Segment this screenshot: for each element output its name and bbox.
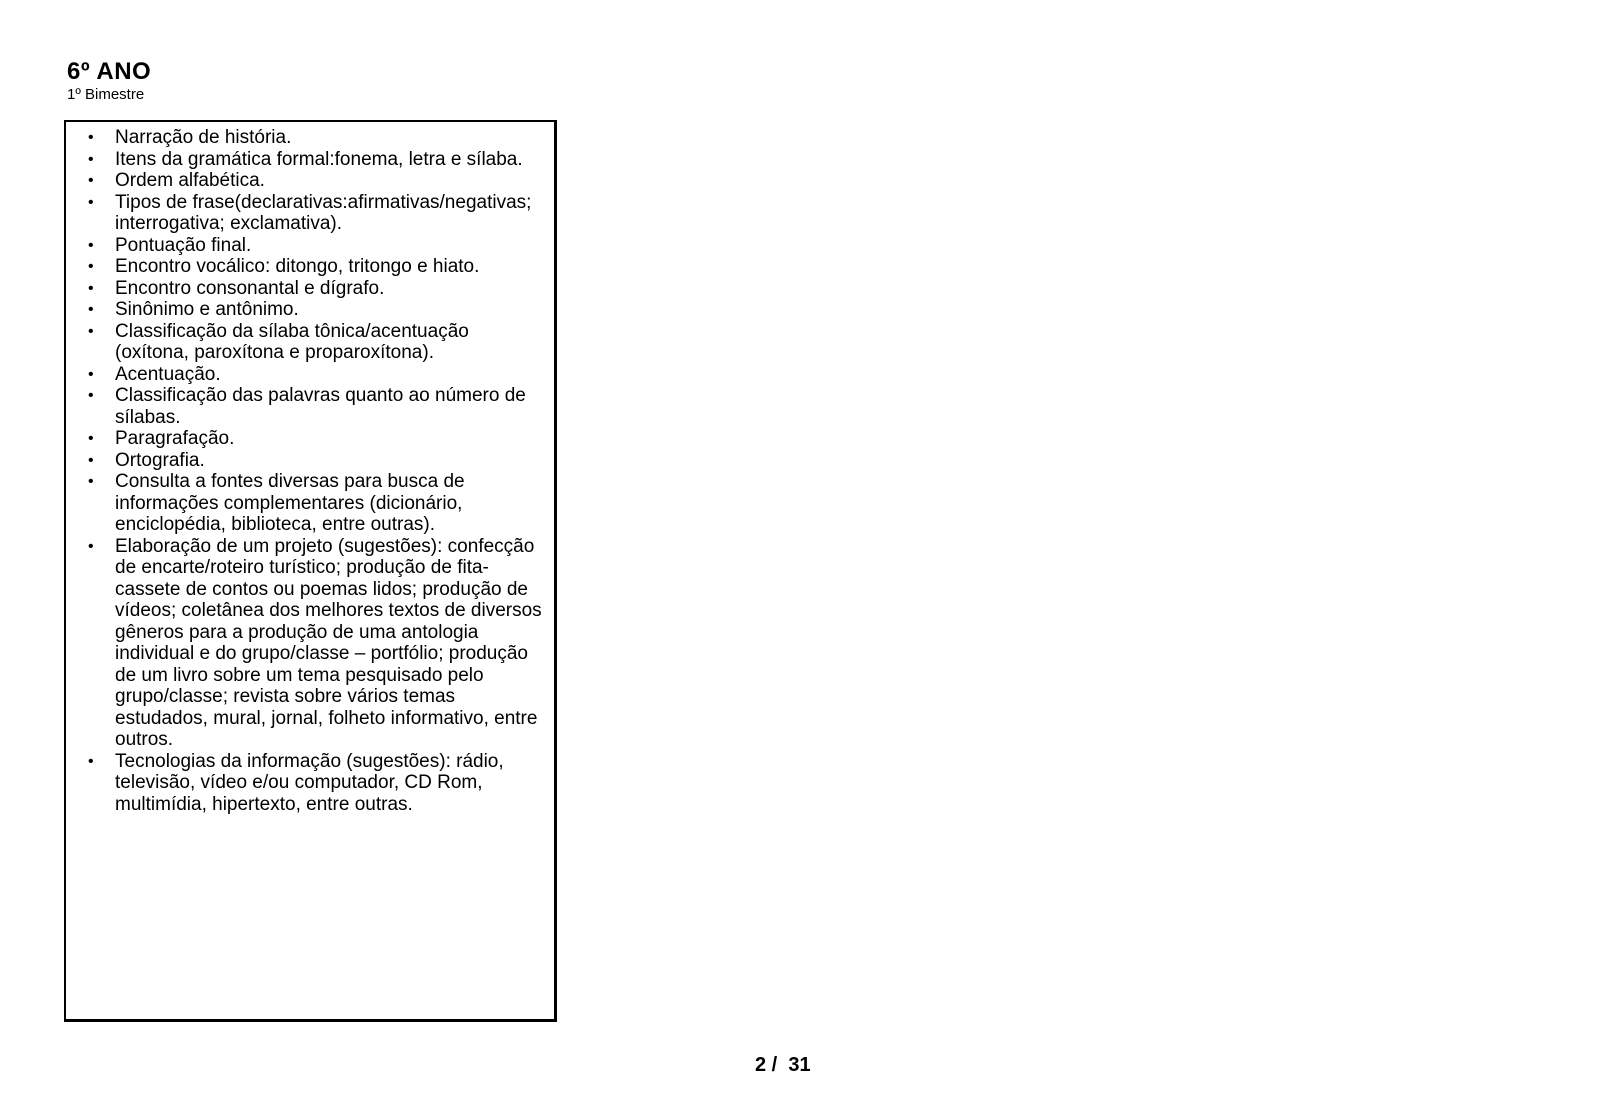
list-item (66, 471, 554, 536)
list-item (66, 428, 554, 450)
page-number: 2 / 31 (755, 1054, 811, 1076)
list-item-text: Tecnologias da informação (sugestões): rádio, televisão, vídeo e/ou computador, CD Rom, multimídia, hipertexto, entre outras. (115, 750, 504, 815)
list-item-text: Narração de história. (115, 127, 292, 148)
list-item (66, 751, 554, 816)
bullet-icon: • (88, 258, 94, 275)
bullet-icon: • (88, 129, 94, 146)
bullet-icon: • (88, 172, 94, 189)
bullet-icon: • (88, 193, 94, 211)
list-item-text: Sinônimo e antônimo. (115, 299, 299, 320)
list-item (66, 364, 554, 386)
list-item-text: Itens da gramática formal:fonema, letra e sílaba. (115, 148, 523, 170)
list-item-text: Consulta a fontes diversas para busca de informações complementares (dicionário, enciclopédia, biblioteca, entre outras). (115, 471, 465, 535)
list-item (66, 256, 554, 278)
content-box (64, 120, 557, 1022)
list-item-text: Paragrafação. (115, 428, 235, 449)
list-item (66, 127, 554, 149)
bullet-icon: • (88, 451, 94, 469)
list-item (66, 192, 554, 235)
bullet-icon: • (88, 430, 94, 447)
list-item (66, 278, 554, 300)
bullet-icon: • (88, 473, 94, 490)
list-item (66, 149, 554, 171)
list-item (66, 235, 554, 257)
bullet-icon: • (88, 301, 94, 318)
list-item (66, 321, 554, 364)
term-subtitle: 1º Bimestre (67, 86, 145, 103)
topic-list (66, 122, 554, 815)
list-item-text: Elaboração de um projeto (sugestões): confecção de encarte/roteiro turístico; produção de fita-cassete de contos ou poemas lidos; produção de vídeos; coletânea dos melhores textos de diversos gêneros para a produção de uma antologia individual e do grupo/classe – portfólio; produção de um livro sobre um tema pesquisado pelo grupo/classe; revista sobre vários temas estudados, mural, jornal, folheto informativo, entre outros. (115, 535, 542, 750)
list-item (66, 385, 554, 428)
list-item (66, 299, 554, 321)
list-item-text: Acentuação. (115, 363, 221, 385)
list-item-text: Classificação da sílaba tônica/acentuação (oxítona, paroxítona e proparoxítona). (115, 320, 469, 363)
bullet-icon: • (88, 150, 94, 168)
list-item (66, 170, 554, 192)
bullet-icon: • (88, 537, 94, 555)
bullet-icon: • (88, 752, 94, 770)
page-heading (67, 58, 151, 103)
bullet-icon: • (88, 387, 94, 404)
list-item-text: Pontuação final. (115, 234, 252, 256)
list-item-text: Encontro consonantal e dígrafo. (115, 277, 385, 299)
list-item-text: Encontro vocálico: ditongo, tritongo e hiato. (115, 256, 480, 277)
list-item (66, 450, 554, 472)
list-item-text: Ortografia. (115, 449, 205, 471)
grade-title: 6º ANO (67, 58, 152, 85)
list-item (66, 536, 554, 751)
list-item-text: Classificação das palavras quanto ao número de sílabas. (115, 385, 526, 428)
bullet-icon: • (88, 236, 94, 254)
list-item-text: Ordem alfabética. (115, 170, 265, 191)
bullet-icon: • (88, 322, 94, 340)
bullet-icon: • (88, 365, 94, 383)
list-item-text: Tipos de frase(declarativas:afirmativas/negativas; interrogativa; exclamativa). (115, 191, 532, 234)
bullet-icon: • (88, 279, 94, 297)
